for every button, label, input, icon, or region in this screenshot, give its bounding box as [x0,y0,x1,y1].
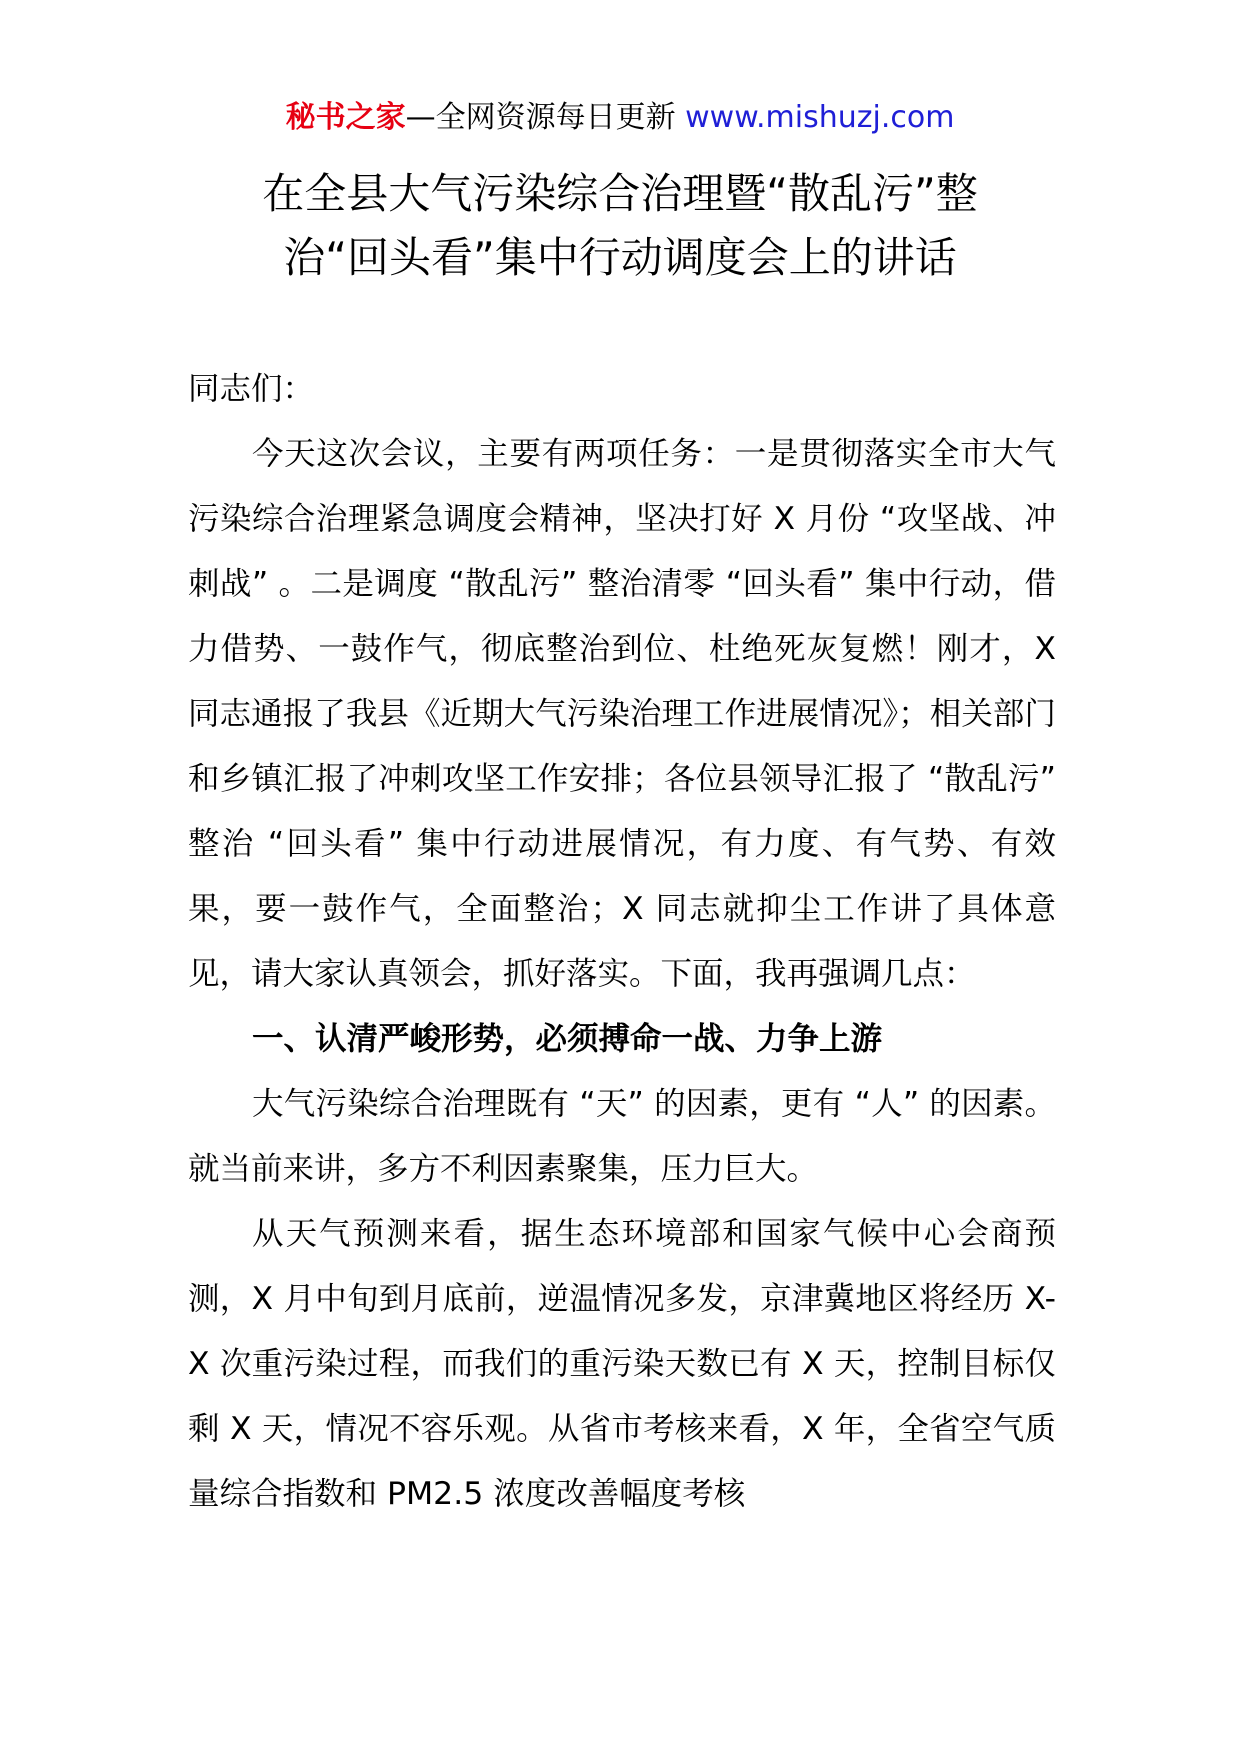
title-line-1: 在全县大气污染综合治理暨“散乱污”整 [262,169,978,218]
document-title [150,162,1090,290]
header-tagline: —全网资源每日更新 [405,100,686,135]
site-header [0,98,1240,138]
section-paragraph-2: 从天气预测来看，据生态环境部和国家气候中心会商预测，X 月中旬到月底前，逆温情况多发，京津冀地区将经历 X-X 次重污染过程，而我们的重污染天数已有 X 天，控制目标仅剩 X 天，情况不容乐观。从省市考核来看，X 年，全省空气质量综合指数和 PM2.5 浓度改善幅度考核 [188,1216,1056,1512]
title-line-2: 治“回头看”集中行动调度会上的讲话 [283,233,957,282]
greeting: 同志们： [188,371,315,407]
brand-name: 秘书之家 [285,100,406,135]
document-body [188,357,1056,1527]
body-paragraph-1: 今天这次会议，主要有两项任务：一是贯彻落实全市大气污染综合治理紧急调度会精神，坚决打好 X 月份 “攻坚战、冲刺战” 。二是调度 “散乱污” 整治清零 “回头看” 集中行动，借力借势、一鼓作气，彻底整治到位、杜绝死灰复燃！刚才，X 同志通报了我县《近期大气污染治理工作进展情况》；相关部门和乡镇汇报了冲刺攻坚工作安排；各位县领导汇报了 “散乱污” 整治 “回头看” 集中行动进展情况，有力度、有气势、有效果，要一鼓作气，全面整治；X 同志就抑尘工作讲了具体意见，请大家认真领会，抓好落实。下面，我再强调几点： [188,436,1056,992]
section-paragraph-1: 大气污染综合治理既有 “天” 的因素，更有 “人” 的因素。就当前来讲，多方不利因素聚集，压力巨大。 [188,1086,1056,1187]
section-heading-1: 一、认清严峻形势，必须搏命一战、力争上游 [252,1021,883,1057]
site-url-link[interactable]: www.mishuzj.com [685,100,955,135]
